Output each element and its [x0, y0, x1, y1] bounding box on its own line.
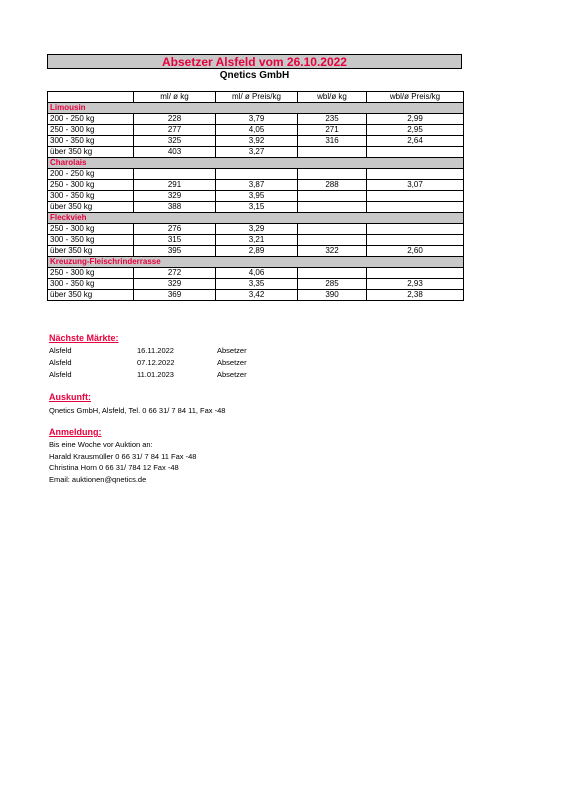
registration-title: Anmeldung: [49, 427, 102, 437]
value-cell: 3,79 [216, 114, 298, 125]
table-row [48, 279, 464, 290]
value-cell [367, 268, 464, 279]
value-cell: 2,99 [367, 114, 464, 125]
document-title: Absetzer Alsfeld vom 26.10.2022 [47, 54, 462, 69]
market-location: Alsfeld [49, 358, 72, 367]
info-text: Qnetics GmbH, Alsfeld, Tel. 0 66 31/ 7 84 11, Fax -48 [49, 406, 226, 415]
weight-class-cell: über 350 kg [48, 290, 134, 301]
value-cell [298, 191, 367, 202]
value-cell: 288 [298, 180, 367, 191]
value-cell: 272 [134, 268, 216, 279]
table-row [48, 114, 464, 125]
table-row [48, 169, 464, 180]
value-cell: 395 [134, 246, 216, 257]
section-label: Fleckvieh [48, 213, 464, 224]
value-cell [367, 235, 464, 246]
section-label: Kreuzung-Fleischrinderrasse [48, 257, 464, 268]
value-cell: 2,93 [367, 279, 464, 290]
registration-line: Christina Horn 0 66 31/ 784 12 Fax -48 [49, 463, 179, 472]
market-type: Absetzer [217, 358, 247, 367]
weight-class-cell: 200 - 250 kg [48, 169, 134, 180]
value-cell: 276 [134, 224, 216, 235]
table-row [48, 246, 464, 257]
value-cell [367, 202, 464, 213]
table-header-row [48, 92, 464, 103]
value-cell: 3,21 [216, 235, 298, 246]
value-cell [298, 202, 367, 213]
value-cell [367, 147, 464, 158]
column-header: ml/ ø Preis/kg [216, 92, 298, 103]
value-cell: 3,95 [216, 191, 298, 202]
market-date: 11.01.2023 [137, 370, 174, 379]
section-row [48, 213, 464, 224]
section-label: Charolais [48, 158, 464, 169]
registration-line: Harald Krausmüller 0 66 31/ 7 84 11 Fax -48 [49, 451, 197, 461]
market-date: 07.12.2022 [137, 358, 175, 367]
markets-title: Nächste Märkte: [49, 333, 119, 343]
weight-class-cell: 250 - 300 kg [48, 224, 134, 235]
value-cell [298, 235, 367, 246]
table-row [48, 125, 464, 136]
weight-class-cell: 300 - 350 kg [48, 136, 134, 147]
value-cell: 2,95 [367, 125, 464, 136]
section-row [48, 103, 464, 114]
value-cell: 4,06 [216, 268, 298, 279]
value-cell [298, 268, 367, 279]
price-table [47, 91, 464, 301]
value-cell: 2,64 [367, 136, 464, 147]
value-cell [367, 191, 464, 202]
value-cell: 390 [298, 290, 367, 301]
company-name: Qnetics GmbH [219, 70, 290, 81]
section-label: Limousin [48, 103, 464, 114]
table-row [48, 191, 464, 202]
weight-class-cell: 250 - 300 kg [48, 180, 134, 191]
registration-block [49, 439, 196, 485]
weight-class-cell: 300 - 350 kg [48, 279, 134, 290]
value-cell: 3,29 [216, 224, 298, 235]
market-row [49, 345, 247, 357]
value-cell: 3,87 [216, 180, 298, 191]
value-cell: 271 [298, 125, 367, 136]
value-cell: 3,35 [216, 279, 298, 290]
value-cell: 3,27 [216, 147, 298, 158]
market-type: Absetzer [217, 370, 247, 379]
value-cell [298, 224, 367, 235]
weight-class-cell: 300 - 350 kg [48, 191, 134, 202]
market-row [49, 369, 247, 381]
value-cell [216, 169, 298, 180]
market-date: 16.11.2022 [137, 346, 174, 355]
section-row [48, 257, 464, 268]
column-header: ml/ ø kg [134, 92, 216, 103]
value-cell: 277 [134, 125, 216, 136]
value-cell: 403 [134, 147, 216, 158]
table-row [48, 268, 464, 279]
value-cell: 322 [298, 246, 367, 257]
value-cell: 291 [134, 180, 216, 191]
value-cell [298, 147, 367, 158]
markets-list [49, 345, 247, 381]
column-header: wbl/ø Preis/kg [367, 92, 464, 103]
column-header: wbl/ø kg [298, 92, 367, 103]
weight-class-cell: über 350 kg [48, 147, 134, 158]
market-location: Alsfeld [49, 346, 72, 355]
value-cell: 285 [298, 279, 367, 290]
value-cell [367, 224, 464, 235]
table-row [48, 290, 464, 301]
table-row [48, 202, 464, 213]
value-cell: 3,42 [216, 290, 298, 301]
value-cell [367, 169, 464, 180]
value-cell: 2,60 [367, 246, 464, 257]
market-location: Alsfeld [49, 370, 72, 379]
weight-class-cell: 300 - 350 kg [48, 235, 134, 246]
value-cell: 369 [134, 290, 216, 301]
weight-class-cell: über 350 kg [48, 246, 134, 257]
section-row [48, 158, 464, 169]
registration-line: Bis eine Woche vor Auktion an: [49, 440, 153, 449]
info-title: Auskunft: [49, 392, 91, 402]
value-cell: 329 [134, 279, 216, 290]
value-cell: 228 [134, 114, 216, 125]
value-cell: 316 [298, 136, 367, 147]
value-cell: 315 [134, 235, 216, 246]
registration-line: Email: auktionen@qnetics.de [49, 474, 147, 484]
value-cell: 235 [298, 114, 367, 125]
value-cell [298, 169, 367, 180]
value-cell: 4,05 [216, 125, 298, 136]
value-cell [134, 169, 216, 180]
value-cell: 329 [134, 191, 216, 202]
table-row [48, 147, 464, 158]
weight-class-cell: 200 - 250 kg [48, 114, 134, 125]
value-cell: 2,89 [216, 246, 298, 257]
market-row [49, 357, 247, 369]
value-cell: 388 [134, 202, 216, 213]
value-cell: 3,15 [216, 202, 298, 213]
table-row [48, 136, 464, 147]
weight-class-cell: 250 - 300 kg [48, 125, 134, 136]
weight-class-cell: 250 - 300 kg [48, 268, 134, 279]
market-type: Absetzer [217, 346, 247, 355]
value-cell: 325 [134, 136, 216, 147]
table-row [48, 180, 464, 191]
table-row [48, 235, 464, 246]
weight-class-cell: über 350 kg [48, 202, 134, 213]
value-cell: 2,38 [367, 290, 464, 301]
column-header [48, 92, 134, 103]
value-cell: 3,07 [367, 180, 464, 191]
value-cell: 3,92 [216, 136, 298, 147]
table-row [48, 224, 464, 235]
